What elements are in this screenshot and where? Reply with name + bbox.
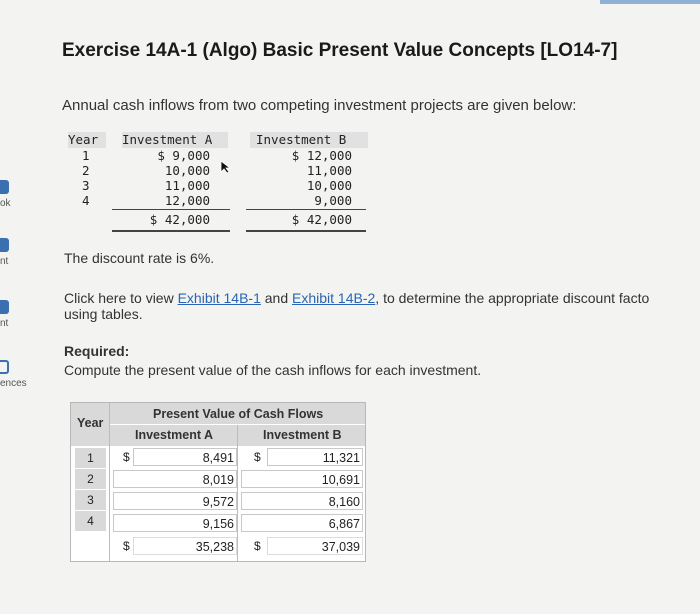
header-investment-b: Investment B — [250, 132, 368, 148]
pv-a-total-input[interactable]: 35,238 — [133, 537, 237, 555]
required-label: Required: — [64, 343, 130, 359]
col-b-header: Investment B — [263, 428, 342, 442]
dollar-sign-b-1: $ — [254, 450, 261, 464]
pv-b-year-1-input[interactable]: 11,321 — [267, 448, 363, 466]
given-total-b: $ 42,000 — [291, 212, 352, 227]
pv-a-year-2-input[interactable]: 8,019 — [113, 470, 237, 488]
col-a-header: Investment A — [135, 428, 214, 442]
mouse-cursor-icon — [220, 160, 232, 174]
pv-b-year-2-input[interactable]: 10,691 — [241, 470, 363, 488]
answer-total-row-label — [75, 534, 106, 554]
answer-year-4: 4 — [75, 511, 106, 531]
answer-table — [70, 402, 366, 562]
given-year-1: 1 — [82, 148, 90, 163]
double-rule-b — [246, 230, 366, 232]
nav-item-4[interactable]: ences — [0, 360, 27, 389]
header-year: Year — [68, 132, 106, 148]
given-year-2: 2 — [82, 163, 90, 178]
required-text: Compute the present value of the cash inflows for each investment. — [64, 362, 482, 378]
top-accent-bar — [600, 0, 700, 4]
total-rule-b — [246, 209, 366, 210]
given-b-3: 10,000 — [306, 178, 352, 193]
answer-year-2: 2 — [75, 469, 106, 489]
dollar-sign-b-total: $ — [254, 539, 261, 553]
discount-rate-text: The discount rate is 6%. — [64, 250, 215, 266]
pv-a-year-1-input[interactable]: 8,491 — [133, 448, 237, 466]
nav-marker-icon — [0, 238, 9, 252]
year-header: Year — [77, 416, 104, 430]
page-title: Exercise 14A-1 (Algo) Basic Present Value Concepts [LO14-7] — [62, 40, 618, 61]
intro-text: Annual cash inflows from two competing investment projects are given below: — [62, 97, 577, 114]
nav-marker-icon — [0, 300, 9, 314]
nav-item-2[interactable]: nt — [0, 238, 9, 267]
given-b-2: 11,000 — [306, 163, 352, 178]
given-a-1: $ 9,000 — [157, 148, 210, 163]
given-a-2: 10,000 — [164, 163, 210, 178]
nav-marker-icon — [0, 180, 9, 194]
exhibit-14b-1-link[interactable]: Exhibit 14B-1 — [177, 290, 261, 306]
exhibit-instructions: Click here to view Exhibit 14B-1 and Exhibit 14B-2, to determine the appropriate discount facto — [64, 290, 650, 306]
given-b-4: 9,000 — [314, 193, 352, 208]
given-total-a: $ 42,000 — [149, 212, 210, 227]
pv-b-total-input[interactable]: 37,039 — [267, 537, 363, 555]
nav-marker-icon — [0, 360, 9, 374]
left-nav — [0, 160, 40, 420]
given-cash-flow-table — [68, 132, 368, 237]
pv-b-year-3-input[interactable]: 8,160 — [241, 492, 363, 510]
given-year-4: 4 — [82, 193, 90, 208]
dollar-sign-a-total: $ — [123, 539, 130, 553]
answer-table-title: Present Value of Cash Flows — [153, 407, 324, 421]
answer-year-1: 1 — [75, 448, 106, 468]
exhibit-instructions-line2: using tables. — [64, 306, 143, 322]
answer-year-3: 3 — [75, 490, 106, 510]
given-b-1: $ 12,000 — [291, 148, 352, 163]
dollar-sign-a-1: $ — [123, 450, 130, 464]
nav-item-3[interactable]: nt — [0, 300, 9, 329]
given-a-4: 12,000 — [164, 193, 210, 208]
total-rule-a — [112, 209, 230, 210]
pv-a-year-4-input[interactable]: 9,156 — [113, 514, 237, 532]
pv-a-year-3-input[interactable]: 9,572 — [113, 492, 237, 510]
given-a-3: 11,000 — [164, 178, 210, 193]
double-rule-a — [112, 230, 230, 232]
header-investment-a: Investment A — [122, 132, 228, 148]
nav-item-1[interactable]: ok — [0, 180, 11, 209]
given-year-3: 3 — [82, 178, 90, 193]
pv-b-year-4-input[interactable]: 6,867 — [241, 514, 363, 532]
exhibit-14b-2-link[interactable]: Exhibit 14B-2 — [292, 290, 376, 306]
